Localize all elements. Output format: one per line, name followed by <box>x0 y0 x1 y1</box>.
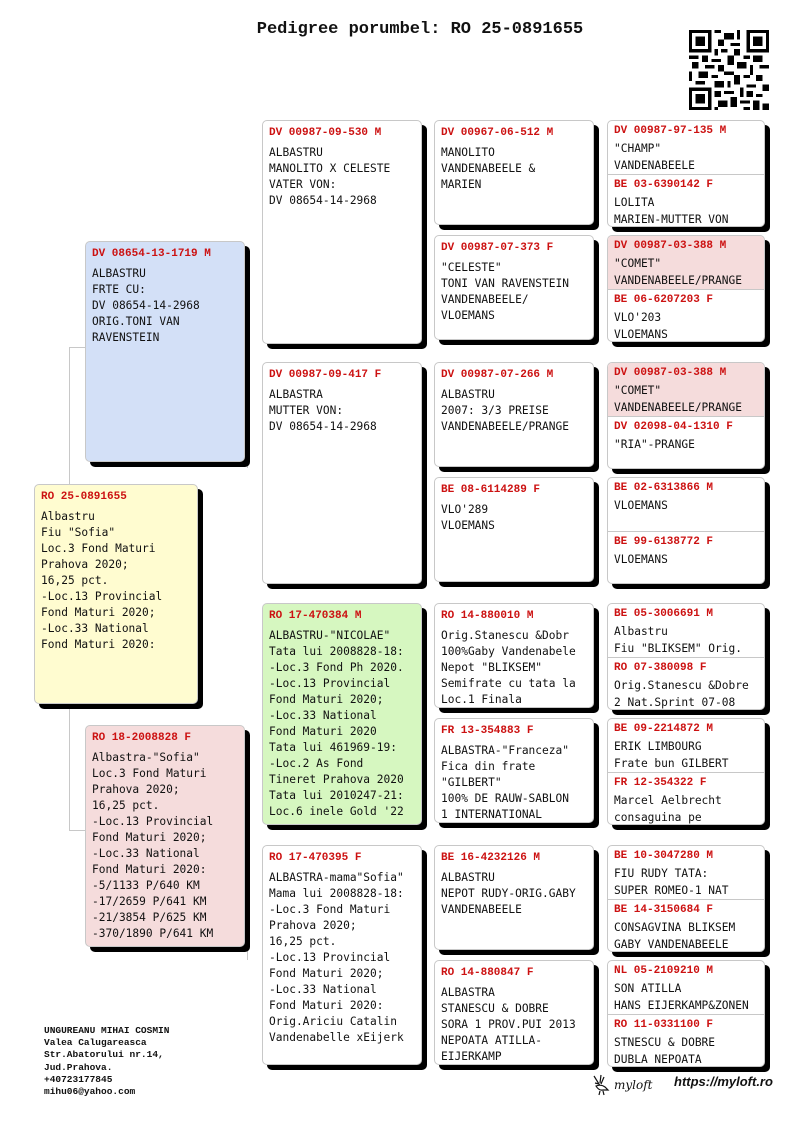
gen4-sire[interactable] <box>608 846 764 899</box>
pigeon-notes: ALBASTRU 2007: 3/3 PREISE VANDENABEELE/PRANGE <box>441 388 569 433</box>
pigeon-notes: ALBASTRU-"NICOLAE" Tata lui 2008828-18: -Loc.3 Fond Ph 2020. -Loc.13 Provincial Fond Maturi 2020; -Loc.33 National Fond Maturi 2020 Tata lui 461969-19: -Loc.2 As Fond Tineret Prahova 2020 Tata lui 2010247-21: Loc.6 inele Gold '22 <box>269 629 404 818</box>
gen4-sire[interactable] <box>608 121 764 174</box>
gen4-pair-card <box>607 235 765 342</box>
owner-name: UNGUREANU MIHAI COSMIN <box>44 1025 170 1036</box>
great-grandparent-card[interactable] <box>434 120 594 225</box>
granddam-card[interactable] <box>262 845 422 1065</box>
ring-number: BE 14-3150684 F <box>614 904 714 916</box>
gen4-sire[interactable] <box>608 719 764 772</box>
connector-line <box>595 630 596 675</box>
ring-number: BE 02-6313866 M <box>614 482 714 494</box>
ring-number: DV 00987-09-417 F <box>269 369 382 381</box>
pigeon-notes: ERIK LIMBOURG Frate bun GILBERT <box>614 740 729 770</box>
gen4-sire[interactable] <box>608 236 764 289</box>
ring-number: RO 14-880010 M <box>441 610 534 622</box>
pigeon-notes: ALBASTRU MANOLITO X CELESTE VATER VON: DV 08654-14-2968 <box>269 146 391 207</box>
pigeon-notes: "CELESTE" TONI VAN RAVENSTEIN VANDENABEELE/ VLOEMANS <box>441 261 569 322</box>
ring-number: DV 02098-04-1310 F <box>614 421 733 433</box>
pigeon-notes: ALBASTRA STANESCU & DOBRE SORA 1 PROV.PUI 2013 NEPOATA ATILLA- EIJERKAMP <box>441 986 576 1063</box>
ring-number: DV 00967-06-512 M <box>441 127 554 139</box>
gen4-dam[interactable] <box>608 657 764 710</box>
gen4-sire[interactable] <box>608 363 764 416</box>
sire-card[interactable] <box>85 241 245 462</box>
ring-number: RO 18-2008828 F <box>92 732 192 744</box>
ring-number: BE 10-3047280 M <box>614 850 714 862</box>
ring-number: RO 07-380098 F <box>614 662 707 674</box>
pigeon-notes: "RIA"-PRANGE <box>614 438 695 451</box>
dam-card[interactable] <box>85 725 245 947</box>
connector-line <box>595 870 596 915</box>
gen4-pair-card <box>607 362 765 469</box>
great-grandparent-card[interactable] <box>434 362 594 467</box>
granddam-card[interactable] <box>262 362 422 584</box>
ring-number: BE 05-3006691 M <box>614 608 714 620</box>
gen4-dam[interactable] <box>608 174 764 227</box>
gen4-pair-card <box>607 120 765 227</box>
great-grandparent-card[interactable] <box>434 235 594 340</box>
ring-number: BE 08-6114289 F <box>441 484 541 496</box>
ring-number: NL 05-2109210 M <box>614 965 714 977</box>
myloft-logo <box>592 1074 652 1096</box>
owner-contact <box>44 1025 169 1098</box>
pigeon-notes: Albastra-"Sofia" Loc.3 Fond Maturi Prahova 2020; 16,25 pct. -Loc.13 Provincial Fond Maturi 2020; -Loc.33 National Fond Maturi 2020: -5/1133 P/640 KM -17/2659 P/641 KM -21/3854 P/625 KM -370/1890 P/641 KM <box>92 751 214 940</box>
bird-icon <box>592 1074 610 1096</box>
gen4-dam[interactable] <box>608 899 764 952</box>
pigeon-notes: ALBASTRA-"Franceza" Fica din frate "GILBERT" 100% DE RAUW-SABLON 1 INTERNATIONAL <box>441 744 569 821</box>
pigeon-notes: Orig.Stanescu &Dobre 2 Nat.Sprint 07-08 <box>614 679 749 709</box>
pigeon-notes: Marcel Aelbrecht consaguina pe <box>614 794 722 824</box>
pigeon-notes: ALBASTRA MUTTER VON: DV 08654-14-2968 <box>269 388 377 433</box>
connector-line <box>595 505 596 550</box>
ring-number: DV 00987-07-373 F <box>441 242 554 254</box>
ring-number: DV 08654-13-1719 M <box>92 248 211 260</box>
gen4-dam[interactable] <box>608 1014 764 1067</box>
pigeon-notes: ALBASTRA-mama"Sofia" Mama lui 2008828-18: -Loc.3 Fond Maturi Prahova 2020; 16,25 pct. -Loc.13 Provincial Fond Maturi 2020; -Loc.33 National Fond Maturi 2020: Orig.Ariciu Catalin Vandenabelle xEijerk <box>269 871 404 1044</box>
gen4-pair-card <box>607 960 765 1067</box>
ring-number: BE 09-2214872 M <box>614 723 714 735</box>
ring-number: RO 25-0891655 <box>41 491 127 503</box>
ring-number: DV 00987-07-266 M <box>441 369 554 381</box>
ring-number: RO 11-0331100 F <box>614 1019 714 1031</box>
ring-number: DV 00987-03-388 M <box>614 240 727 252</box>
grandsire-card[interactable] <box>262 120 422 344</box>
gen4-pair-card <box>607 845 765 952</box>
pigeon-notes: Albastru Fiu "BLIKSEM" Orig. <box>614 625 742 655</box>
pigeon-notes: FIU RUDY TATA: SUPER ROMEO-1 NAT <box>614 867 729 897</box>
pigeon-card[interactable] <box>34 484 198 704</box>
ring-number: FR 13-354883 F <box>441 725 534 737</box>
ring-number: DV 00987-03-388 M <box>614 367 727 379</box>
qr-code-icon <box>689 30 769 110</box>
pigeon-notes: CONSAGVINA BLIKSEM GABY VANDENABEELE <box>614 921 736 951</box>
pigeon-notes: VLO'203 VLOEMANS <box>614 311 668 341</box>
pigeon-notes: SON ATILLA HANS EIJERKAMP&ZONEN <box>614 982 749 1012</box>
pigeon-notes: "CHAMP" VANDENABEELE <box>614 142 695 172</box>
pigeon-notes: MANOLITO VANDENABEELE & MARIEN <box>441 146 536 191</box>
great-grandparent-card[interactable] <box>434 718 594 823</box>
pigeon-notes: Orig.Stanescu &Dobr 100%Gaby Vandenabele Nepot "BLIKSEM" Semifrate cu tata la Loc.1 Finala <box>441 629 576 706</box>
gen4-sire[interactable] <box>608 478 764 531</box>
owner-email[interactable]: mihu06@yahoo.com <box>44 1086 136 1098</box>
grandsire-card[interactable] <box>262 603 422 825</box>
page-title: Pedigree porumbel: RO 25-0891655 <box>256 20 584 39</box>
ring-number: BE 16-4232126 M <box>441 852 541 864</box>
website-link[interactable]: https://myloft.ro <box>674 1074 773 1089</box>
connector-line <box>595 745 596 790</box>
gen4-pair-card <box>607 718 765 825</box>
connector-line <box>595 150 596 195</box>
ring-number: FR 12-354322 F <box>614 777 707 789</box>
ring-number: RO 17-470384 M <box>269 610 362 622</box>
gen4-sire[interactable] <box>608 604 764 657</box>
ring-number: BE 99-6138772 F <box>614 536 714 548</box>
ring-number: DV 00987-97-135 M <box>614 125 727 137</box>
ring-number: RO 14-880847 F <box>441 967 534 979</box>
logo-text: myloft <box>614 1078 653 1092</box>
pigeon-notes: LOLITA MARIEN-MUTTER VON <box>614 196 729 226</box>
great-grandparent-card[interactable] <box>434 960 594 1065</box>
great-grandparent-card[interactable] <box>434 845 594 950</box>
gen4-dam[interactable] <box>608 531 764 584</box>
pigeon-notes: Albastru Fiu "Sofia" Loc.3 Fond Maturi Prahova 2020; 16,25 pct. -Loc.13 Provincial Fond Maturi 2020; -Loc.33 National Fond Maturi 2020: <box>41 510 163 651</box>
connector-line <box>247 287 248 468</box>
great-grandparent-card[interactable] <box>434 603 594 708</box>
ring-number: BE 06-6207203 F <box>614 294 714 306</box>
great-grandparent-card[interactable] <box>434 477 594 582</box>
pigeon-notes: "COMET" VANDENABEELE/PRANGE <box>614 384 742 414</box>
owner-phone: +40723177845 <box>44 1073 113 1085</box>
connector-line <box>595 265 596 310</box>
pigeon-notes: VLOEMANS <box>614 553 668 566</box>
gen4-sire[interactable] <box>608 961 764 1014</box>
connector-line <box>247 780 248 960</box>
pigeon-notes: ALBASTRU FRTE CU: DV 08654-14-2968 ORIG.TONI VAN RAVENSTEIN <box>92 267 200 344</box>
pigeon-notes: VLOEMANS <box>614 499 668 512</box>
connector-line <box>595 390 596 435</box>
owner-address-line: Jud.Prahova. <box>44 1061 113 1073</box>
pigeon-notes: VLO'289 VLOEMANS <box>441 503 495 532</box>
ring-number: RO 17-470395 F <box>269 852 362 864</box>
gen4-dam[interactable] <box>608 772 764 825</box>
connector-line <box>69 830 85 831</box>
pigeon-notes: "COMET" VANDENABEELE/PRANGE <box>614 257 742 287</box>
gen4-pair-card <box>607 477 765 584</box>
gen4-pair-card <box>607 603 765 710</box>
owner-address-line: Str.Abatorului nr.14, <box>44 1049 164 1061</box>
ring-number: DV 00987-09-530 M <box>269 127 382 139</box>
gen4-dam[interactable] <box>608 289 764 342</box>
pigeon-notes: STNESCU & DOBRE DUBLA NEPOATA <box>614 1036 716 1066</box>
connector-line <box>595 985 596 1030</box>
gen4-dam[interactable] <box>608 416 764 469</box>
pigeon-notes: ALBASTRU NEPOT RUDY-ORIG.GABY VANDENABEELE <box>441 871 576 916</box>
owner-address-line: Valea Calugareasca <box>44 1037 147 1049</box>
ring-number: BE 03-6390142 F <box>614 179 714 191</box>
connector-line <box>69 347 85 348</box>
